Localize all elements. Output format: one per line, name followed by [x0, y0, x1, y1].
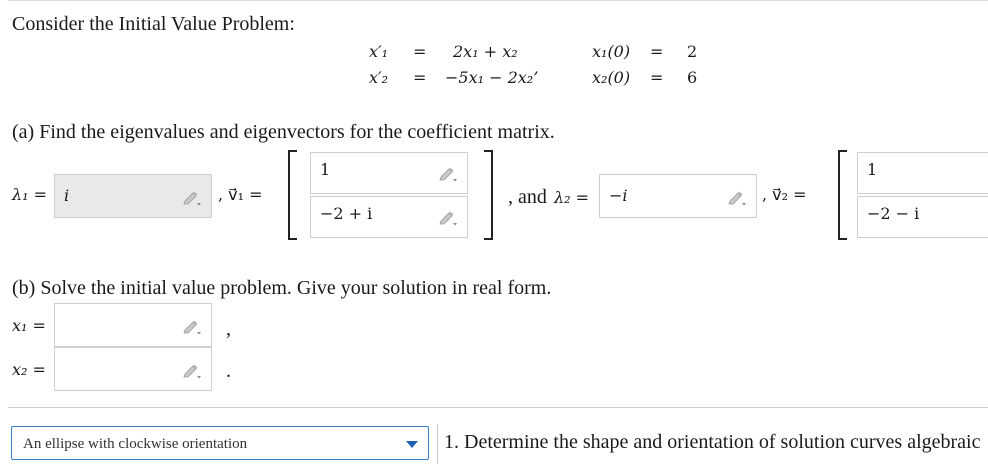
pencil-icon[interactable]	[181, 191, 203, 207]
pencil-icon[interactable]	[181, 320, 203, 336]
vertical-divider	[437, 424, 438, 464]
v1-label: , v⃗₁ =	[218, 185, 263, 204]
part-b-prompt: (b) Solve the initial value problem. Give your solution in real form.	[12, 277, 552, 299]
shape-dropdown[interactable]	[11, 426, 429, 460]
v1-left-bracket	[288, 150, 297, 240]
x2-input[interactable]	[54, 347, 212, 391]
eq1-equals: =	[413, 42, 427, 61]
v1-bottom-value: −2 + i	[320, 204, 373, 223]
v2-left-bracket	[838, 150, 847, 240]
dropdown-selected-value: An ellipse with clockwise orientation	[23, 436, 248, 452]
part-c-question: 1. Determine the shape and orientation of solution curves algebraic	[444, 431, 981, 453]
ic2-rhs: 6	[687, 68, 698, 87]
v2-bottom-input[interactable]	[857, 196, 988, 238]
ic1-rhs: 2	[687, 42, 698, 61]
v1-top-input[interactable]	[310, 152, 468, 194]
lambda2-label: λ₂ =	[554, 188, 590, 207]
pencil-icon[interactable]	[437, 167, 459, 183]
lambda2-input[interactable]	[599, 174, 757, 218]
ic1-equals: =	[650, 42, 664, 61]
and-text: , and	[508, 186, 547, 208]
section-divider	[8, 407, 988, 408]
x1-input[interactable]	[54, 303, 212, 347]
eq2-equals: =	[413, 68, 427, 87]
lambda1-input[interactable]	[54, 174, 212, 218]
x2-separator: .	[226, 360, 231, 382]
v1-right-bracket	[484, 150, 493, 240]
part-a-prompt: (a) Find the eigenvalues and eigenvectors for the coefficient matrix.	[12, 121, 555, 143]
x1-label: x₁ =	[12, 316, 46, 335]
v2-top-input[interactable]	[857, 152, 988, 194]
ic2-lhs: x₂(0)	[592, 68, 631, 87]
lambda1-label: λ₁ =	[12, 185, 48, 204]
top-border	[8, 0, 988, 1]
x2-label: x₂ =	[12, 360, 46, 379]
v1-bottom-input[interactable]	[310, 196, 468, 238]
eq2-rhs: −5x₁ − 2x₂’	[445, 68, 539, 87]
v1-top-value: 1	[320, 160, 331, 179]
v2-label: , v⃗₂ =	[762, 185, 807, 204]
pencil-icon[interactable]	[437, 211, 459, 227]
lambda1-value: i	[64, 186, 70, 205]
eq2-lhs: x′₂	[369, 68, 389, 87]
pencil-icon[interactable]	[726, 191, 748, 207]
pencil-icon[interactable]	[181, 364, 203, 380]
intro-text: Consider the Initial Value Problem:	[12, 13, 295, 35]
eq1-lhs: x′₁	[369, 42, 389, 61]
lambda2-value: −i	[609, 186, 628, 205]
eq1-rhs: 2x₁ + x₂	[453, 42, 518, 61]
x1-separator: ,	[226, 318, 231, 340]
ic1-lhs: x₁(0)	[592, 42, 631, 61]
caret-down-icon[interactable]	[406, 441, 418, 449]
v2-top-value: 1	[867, 160, 878, 179]
v2-bottom-value: −2 − i	[867, 204, 920, 223]
ic2-equals: =	[650, 68, 664, 87]
